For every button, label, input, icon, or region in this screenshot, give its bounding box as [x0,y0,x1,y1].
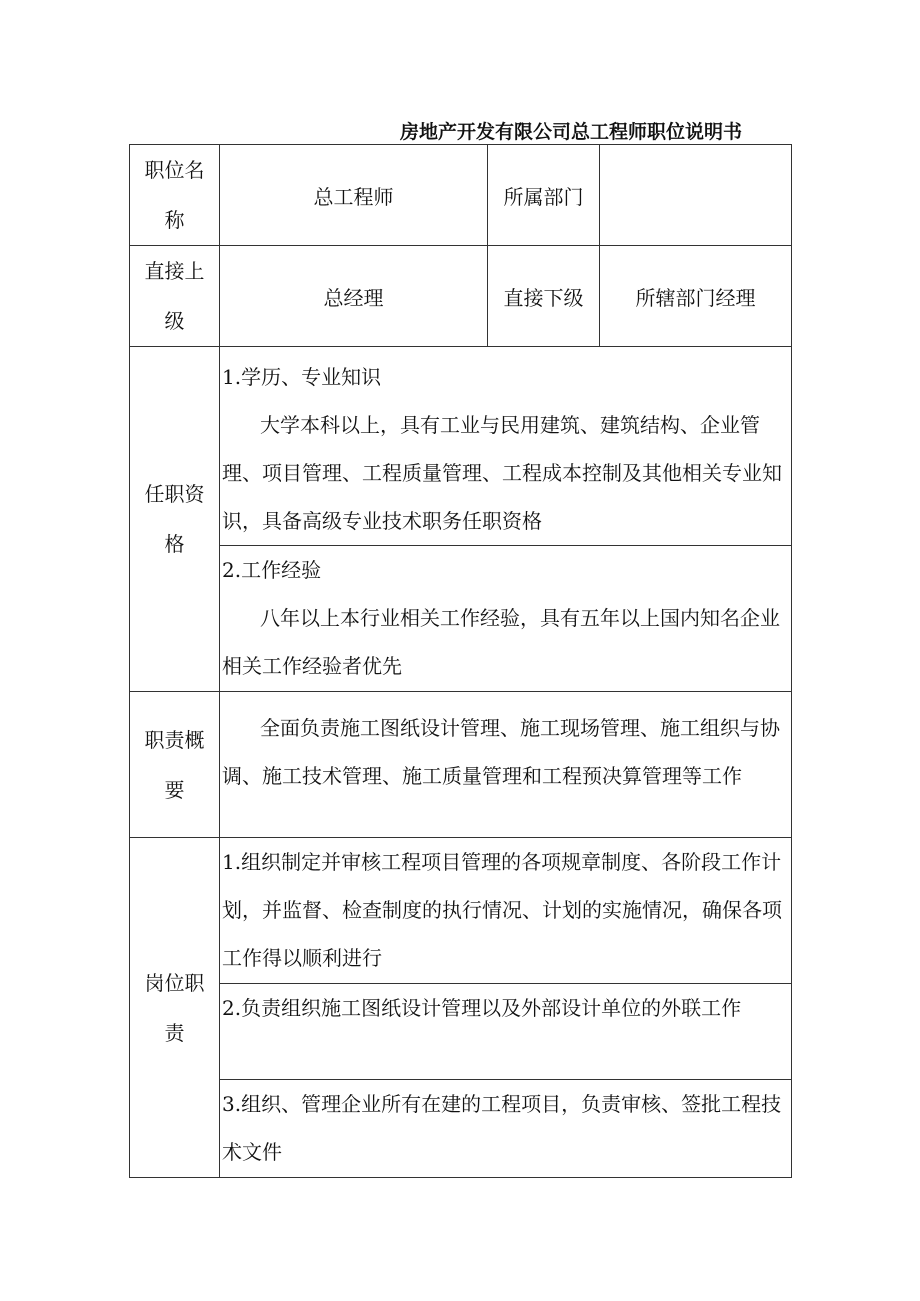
duty-text: 1.组织制定并审核工程项目管理的各项规章制度、各阶段工作计划，并监督、检查制度的执行情况、计划的实施情况，确保各项工作得以顺利进行 [222,850,782,970]
position-name-label: 职位名称 [130,145,220,246]
qualification-experience-heading: 2.工作经验 [222,558,322,582]
duty-text: 2.负责组织施工图纸设计管理以及外部设计单位的外联工作 [222,996,742,1020]
row-qualification-education [130,347,792,546]
summary-cell [220,692,792,838]
row-summary [130,692,792,838]
qualification-experience-cell [220,546,792,692]
row-duty-2 [130,984,792,1080]
document-title: 房地产开发有限公司总工程师职位说明书 [400,121,743,143]
summary-label: 职责概要 [130,692,220,838]
summary-text: 全面负责施工图纸设计管理、施工现场管理、施工组织与协调、施工技术管理、施工质量管理和工程预决算管理等工作 [222,716,780,788]
qualification-education-body: 大学本科以上，具有工业与民用建筑、建筑结构、企业管理、项目管理、工程质量管理、工程成本控制及其他相关专业知识，具备高级专业技术职务任职资格 [222,413,782,533]
row-position [130,145,792,246]
duty-item [220,1080,792,1178]
row-reporting [130,246,792,347]
qualification-education-cell [220,347,792,546]
department-value [600,145,792,246]
superior-value: 总经理 [220,246,488,347]
qualification-education-heading: 1.学历、专业知识 [222,365,382,389]
superior-label: 直接上级 [130,246,220,347]
job-description-table [129,144,792,1178]
subordinate-label: 直接下级 [488,246,600,347]
qualification-experience-body: 八年以上本行业相关工作经验，具有五年以上国内知名企业相关工作经验者优先 [222,606,780,678]
position-name-value: 总工程师 [220,145,488,246]
row-duty-3 [130,1080,792,1178]
row-duty-1 [130,838,792,984]
subordinate-value: 所辖部门经理 [600,246,792,347]
duty-item [220,984,792,1080]
duty-text: 3.组织、管理企业所有在建的工程项目，负责审核、签批工程技术文件 [222,1092,782,1164]
qualifications-label: 任职资格 [130,347,220,692]
duty-item [220,838,792,984]
row-qualification-experience [130,546,792,692]
duties-label: 岗位职责 [130,838,220,1178]
department-label: 所属部门 [488,145,600,246]
